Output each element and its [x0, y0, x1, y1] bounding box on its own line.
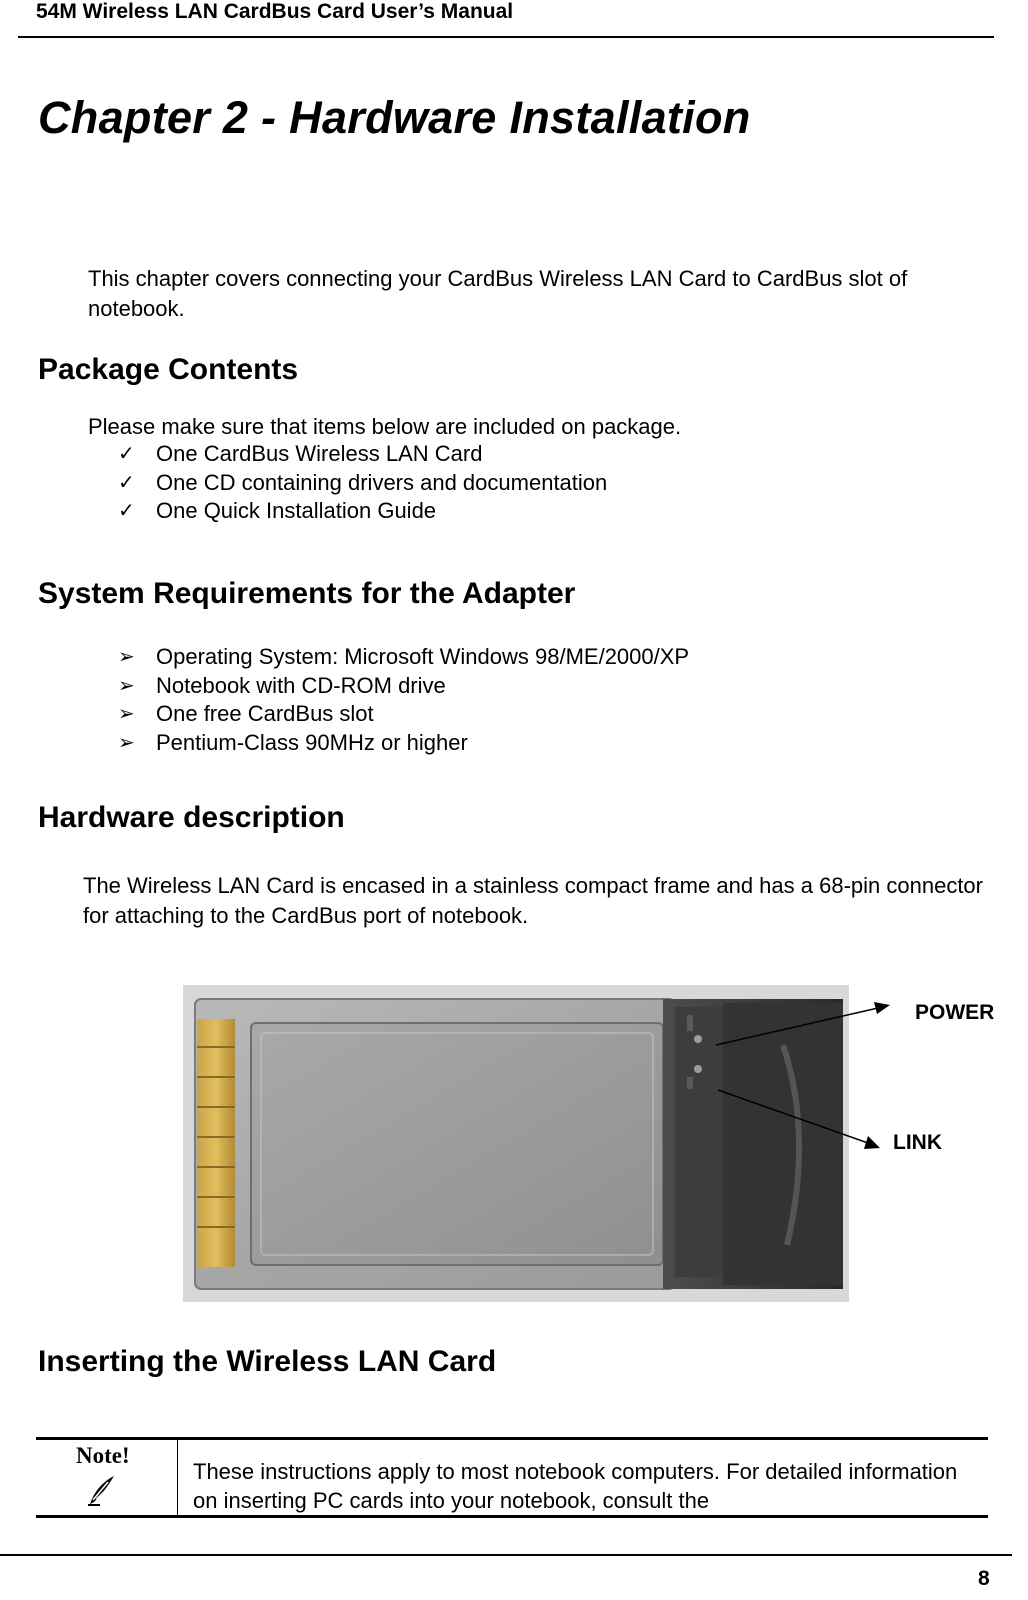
chapter-title: Chapter 2 - Hardware Installation [38, 92, 751, 143]
note-box [36, 1437, 988, 1518]
system-requirements-heading: System Requirements for the Adapter [38, 577, 576, 610]
list-item: ➢ Pentium-Class 90MHz or higher [118, 729, 689, 758]
header-rule [18, 36, 994, 38]
list-item: ➢ Notebook with CD-ROM drive [118, 672, 689, 701]
arrowhead-bullet-icon: ➢ [118, 674, 135, 697]
package-list [118, 440, 607, 526]
requirements-list [118, 643, 689, 757]
callout-arrows [690, 995, 920, 1165]
list-item: ✓ One CardBus Wireless LAN Card [118, 440, 607, 469]
arrowhead-icon [864, 1136, 880, 1149]
arrowhead-bullet-icon: ➢ [118, 646, 135, 668]
list-item: ➢ Operating System: Microsoft Windows 98/ME/2000/XP [118, 643, 689, 672]
checkmark-icon: ✓ [118, 471, 135, 494]
inserting-heading: Inserting the Wireless LAN Card [38, 1345, 497, 1378]
list-item: ✓ One CD containing drivers and documentation [118, 469, 607, 498]
chapter-intro: This chapter covers connecting your CardBus Wireless LAN Card to CardBus slot of notebook. [88, 266, 908, 321]
list-item: ➢ One free CardBus slot [118, 700, 689, 729]
quill-pen-icon [86, 1474, 116, 1511]
page-number: 8 [978, 1567, 990, 1590]
note-label-cell [36, 1440, 178, 1515]
note-label: Note! [76, 1443, 130, 1468]
hardware-description-text: The Wireless LAN Card is encased in a stainless compact frame and has a 68-pin connector for attaching to the CardBus port of notebook. [83, 873, 983, 928]
package-lead: Please make sure that items below are included on package. [88, 414, 682, 439]
list-item: ✓ One Quick Installation Guide [118, 497, 607, 526]
power-label: POWER [915, 1001, 995, 1024]
note-text: These instructions apply to most notebook computers. For detailed information on inserting PC cards into your notebook, consult the [193, 1459, 958, 1513]
arrowhead-icon [874, 1002, 890, 1014]
checkmark-icon: ✓ [118, 500, 135, 522]
hardware-description-heading: Hardware description [38, 801, 345, 834]
link-label: LINK [893, 1131, 942, 1154]
package-contents-heading: Package Contents [38, 353, 299, 386]
running-header: 54M Wireless LAN CardBus Card User’s Manual [36, 0, 514, 23]
arrowhead-bullet-icon: ➢ [118, 731, 135, 754]
checkmark-icon: ✓ [118, 443, 135, 465]
footer-rule [0, 1554, 1012, 1556]
arrowhead-bullet-icon: ➢ [118, 703, 135, 725]
